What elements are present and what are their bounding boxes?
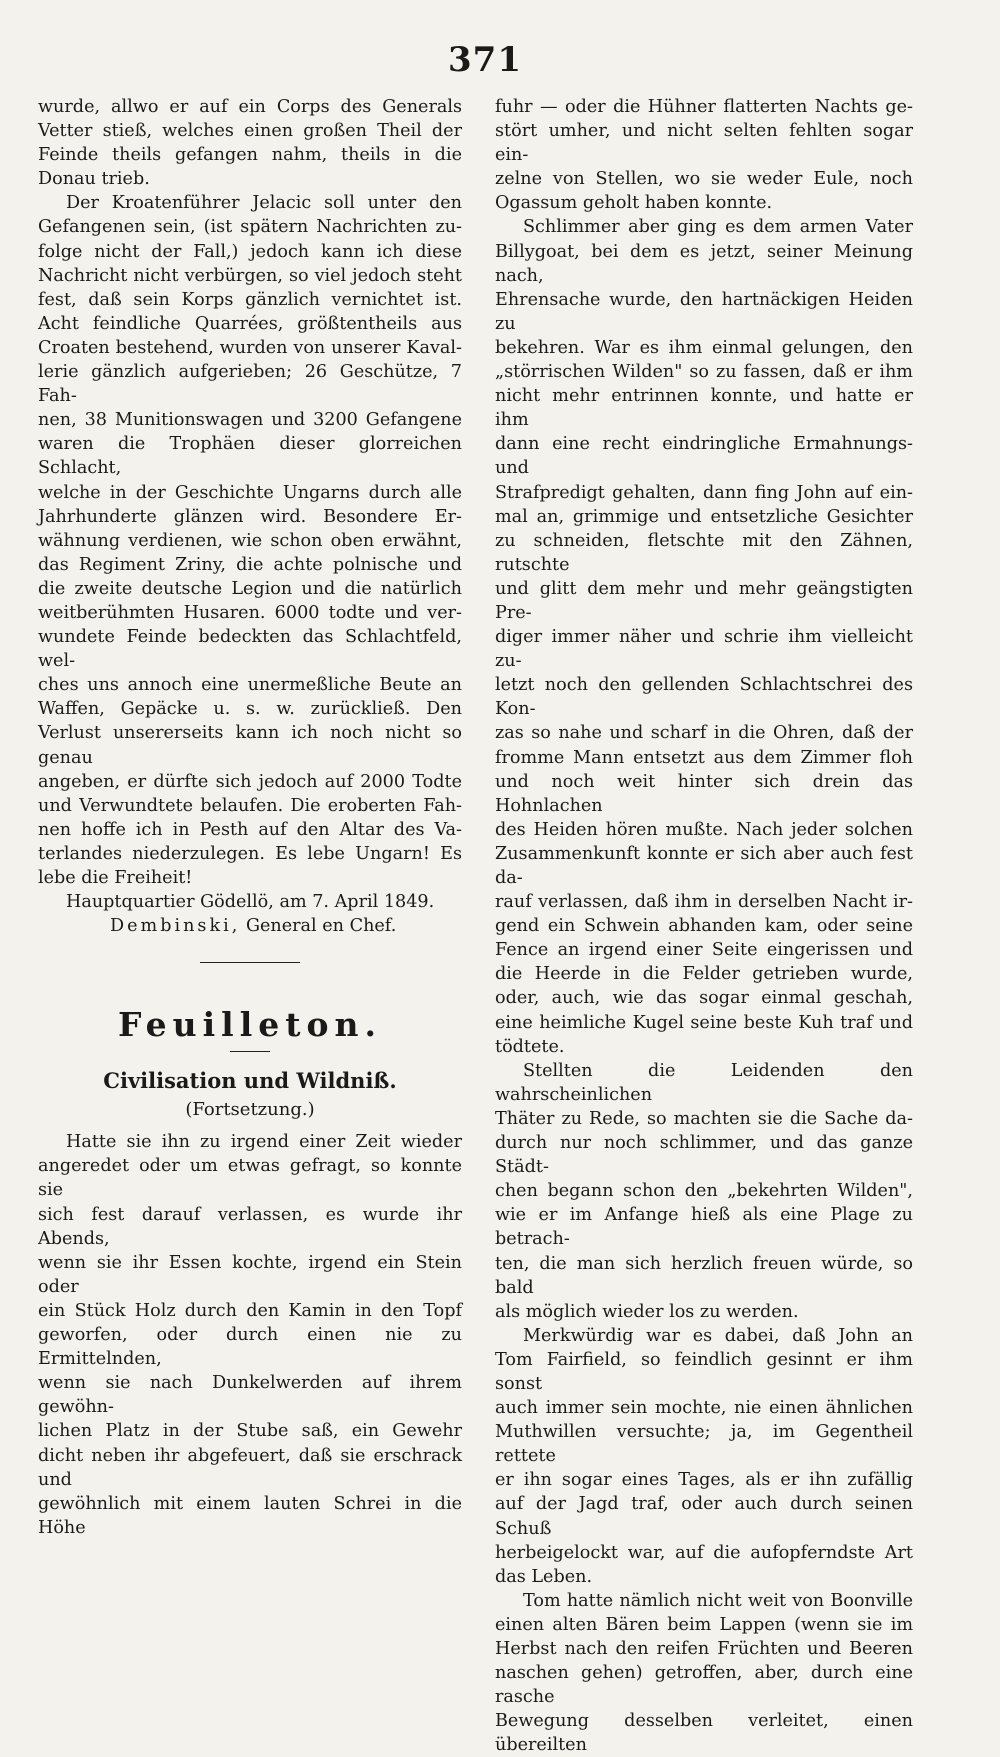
- text-line: geworfen, oder durch einen nie zu Ermittelnden,: [38, 1325, 462, 1370]
- report-continuation: [38, 95, 462, 191]
- text-line: gewöhnlich mit einem lauten Schrei in die Höhe: [38, 1493, 462, 1538]
- text-line: die Heerde in die Felder getrieben wurde,: [495, 964, 913, 985]
- signature: [38, 914, 462, 938]
- right-column: [495, 95, 913, 1757]
- text-line: weitberühmten Husaren. 6000 todte und ver-: [38, 602, 462, 623]
- text-line: dicht neben ihr abgefeuert, daß sie erschrack und: [38, 1445, 462, 1490]
- text-line: Fence an irgend einer Seite eingerissen und: [495, 940, 913, 961]
- page-number: 371: [448, 40, 522, 80]
- text-line: Jahrhunderte glänzen wird. Besondere Er-: [38, 506, 462, 527]
- text-line: chen begann schon den „bekehrten Wilden",: [495, 1181, 913, 1202]
- text-line: zas so nahe und scharf in die Ohren, daß der: [495, 723, 913, 744]
- text-line: und Verwundtete belaufen. Die eroberten Fah-: [38, 795, 462, 816]
- text-line: Nachricht nicht verbürgen, so viel jedoch steht: [38, 265, 462, 286]
- text-line: fest, daß sein Korps gänzlich vernichtet ist.: [38, 289, 462, 310]
- text-line: naschen gehen) getroffen, aber, durch eine rasche: [495, 1663, 913, 1708]
- text-line: folge nicht der Fall,) jedoch kann ich diese: [38, 241, 462, 262]
- text-line: Bewegung desselben verleitet, einen übereilten: [495, 1711, 913, 1756]
- text-line: herbeigelockt war, auf die aufopferndste Art: [495, 1542, 913, 1563]
- text-line: zelne von Stellen, wo sie weder Eule, noch: [495, 169, 913, 190]
- text-line: diger immer näher und schrie ihm vielleicht zu-: [495, 627, 913, 672]
- text-line: Gefangenen sein, (ist spätern Nachrichten zu-: [38, 217, 462, 238]
- text-line: und noch weit hinter sich drein das Hohnlachen: [495, 771, 913, 816]
- text-line: wurde, allwo er auf ein Corps des Generals: [38, 97, 462, 117]
- text-line: angeben, er dürfte sich jedoch auf 2000 Todte: [38, 771, 462, 792]
- text-line: angeredet oder um etwas gefragt, so konnte sie: [38, 1156, 462, 1201]
- text-line: nen, 38 Munitionswagen und 3200 Gefangene: [38, 410, 462, 431]
- text-line: fuhr — oder die Hühner flatterten Nachts ge-: [495, 97, 913, 117]
- text-line: terlandes niederzulegen. Es lebe Ungarn! Es: [38, 843, 462, 864]
- text-line: das Regiment Zriny, die achte polnische und: [38, 554, 462, 575]
- text-line: Vetter stieß, welches einen großen Theil der: [38, 121, 462, 142]
- text-line: lichen Platz in der Stube saß, ein Gewehr: [38, 1421, 462, 1442]
- text-line: Strafpredigt gehalten, dann fing John auf ein-: [495, 482, 913, 503]
- text-line: oder, auch, wie das sogar einmal geschah,: [495, 988, 913, 1009]
- text-line: Verlust unsererseits kann ich noch nicht so genau: [38, 723, 462, 768]
- text-line: wenn sie ihr Essen kochte, irgend ein Stein oder: [38, 1252, 462, 1297]
- article-paragraph: [495, 1324, 913, 1589]
- section-divider: [200, 962, 300, 963]
- text-line: gend ein Schwein abhanden kam, oder seine: [495, 916, 913, 937]
- text-line: nicht mehr entrinnen konnte, und hatte er ihm: [495, 386, 913, 431]
- text-line: stört umher, und nicht selten fehlten sogar ein-: [495, 121, 913, 166]
- text-line: sich fest darauf verlassen, es wurde ihr Abends,: [38, 1204, 462, 1249]
- article-paragraph: [495, 1059, 913, 1324]
- text-line: nen hoffe ich in Pesth auf den Altar des Va-: [38, 819, 462, 840]
- text-line: ches uns annoch eine unermeßliche Beute an: [38, 675, 462, 696]
- text-line: wähnung verdienen, wie schon oben erwähnt,: [38, 530, 462, 551]
- text-line: wenn sie nach Dunkelwerden auf ihrem gewöhn-: [38, 1373, 462, 1418]
- text-line: auf der Jagd traf, oder auch durch seinen Schuß: [495, 1494, 913, 1539]
- text-line: das Leben.: [495, 1566, 593, 1587]
- text-line: einen alten Bären beim Lappen (wenn sie im: [495, 1614, 913, 1635]
- article-paragraph: [495, 215, 913, 1058]
- text-line: dann eine recht eindringliche Ermahnungs- und: [495, 434, 913, 479]
- text-line: Herbst nach den reifen Früchten und Beeren: [495, 1639, 913, 1659]
- signature-title: General en Chef.: [245, 916, 397, 937]
- text-line: Croaten bestehend, wurden von unserer Kaval-: [38, 337, 462, 358]
- text-line: durch nur noch schlimmer, und das ganze Städt-: [495, 1133, 913, 1178]
- text-line: Tom Fairfield, so feindlich gesinnt er ihm sonst: [495, 1349, 913, 1394]
- text-line: waren die Trophäen dieser glorreichen Schlacht,: [38, 434, 462, 479]
- text-line: Waffen, Gepäcke u. s. w. zurückließ. Den: [38, 699, 462, 720]
- article-subtitle: (Fortsetzung.): [185, 1099, 315, 1121]
- text-line: lebe die Freiheit!: [38, 868, 193, 888]
- text-line: mal an, grimmige und entsetzliche Gesichter: [495, 506, 913, 527]
- text-line: Muthwillen versuchte; ja, im Gegentheil rettete: [495, 1422, 913, 1467]
- text-line: als möglich wieder los zu werden.: [495, 1301, 799, 1322]
- text-line: die zweite deutsche Legion und die natürlich: [38, 578, 462, 599]
- heading-divider: [230, 1051, 270, 1052]
- text-line: Acht feindliche Quarrées, größtentheils aus: [38, 313, 462, 334]
- text-line: Zusammenkunft konnte er sich aber auch fest da-: [495, 843, 913, 888]
- report-paragraph: [38, 191, 462, 890]
- article-continuation: [495, 95, 913, 215]
- text-line: Thäter zu Rede, so machten sie die Sache da-: [495, 1108, 913, 1129]
- text-line: eine heimliche Kugel seine beste Kuh traf und: [495, 1012, 913, 1033]
- text-line: Schlimmer aber ging es dem armen Vater: [523, 217, 913, 238]
- text-line: Feinde theils gefangen nahm, theils in die: [38, 145, 462, 166]
- text-line: bekehren. War es ihm einmal gelungen, den: [495, 337, 913, 358]
- text-line: „störrischen Wilden" so zu fassen, daß er ihm: [495, 362, 913, 383]
- text-line: letzt noch den gellenden Schlachtschrei des Kon-: [495, 675, 913, 720]
- text-line: Ehrensache wurde, den hartnäckigen Heiden zu: [495, 289, 913, 334]
- text-line: tödtete.: [495, 1036, 565, 1057]
- article-paragraph: [495, 1589, 913, 1757]
- text-line: auch immer sein mochte, nie einen ähnlichen: [495, 1398, 913, 1419]
- text-line: wie er im Anfange hieß als eine Plage zu betrach-: [495, 1205, 913, 1250]
- dateline: Hauptquartier Gödellö, am 7. April 1849.: [66, 892, 435, 913]
- text-line: welche in der Geschichte Ungarns durch alle: [38, 482, 462, 503]
- text-line: ten, die man sich herzlich freuen würde, so bald: [495, 1253, 913, 1298]
- text-line: er ihn sogar eines Tages, als er ihn zufällig: [495, 1470, 913, 1491]
- text-line: Billygoat, bei dem es jetzt, seiner Meinung nach,: [495, 241, 913, 286]
- text-line: Der Kroatenführer Jelacic soll unter den: [66, 193, 462, 214]
- text-line: fromme Mann entsetzt aus dem Zimmer floh: [495, 747, 913, 768]
- text-line: Ogassum geholt haben konnte.: [495, 193, 773, 214]
- text-line: und glitt dem mehr und mehr geängstigten Pre-: [495, 578, 913, 623]
- text-line: wundete Feinde bedeckten das Schlachtfeld, wel-: [38, 627, 462, 672]
- text-line: zu schneiden, fletschte mit den Zähnen, rutschte: [495, 530, 913, 575]
- text-line: Hatte sie ihn zu irgend einer Zeit wieder: [66, 1132, 462, 1153]
- text-line: ein Stück Holz durch den Kamin in den Topf: [38, 1300, 462, 1321]
- article-title: Civilisation und Wildniß.: [103, 1068, 397, 1094]
- article-paragraph: [38, 1130, 462, 1540]
- feuilleton-heading: Feuilleton.: [118, 1005, 382, 1045]
- text-line: Merkwürdig war es dabei, daß John an: [523, 1325, 913, 1346]
- text-line: Tom hatte nämlich nicht weit von Boonville: [523, 1590, 913, 1611]
- text-line: rauf verlassen, daß ihm in derselben Nacht ir-: [495, 892, 913, 913]
- text-line: lerie gänzlich aufgerieben; 26 Geschütze, 7 Fah-: [38, 362, 462, 407]
- left-column: [38, 95, 462, 1540]
- text-line: Donau trieb.: [38, 169, 150, 190]
- text-line: Stellten die Leidenden den wahrscheinlichen: [495, 1060, 913, 1105]
- signature-name: Dembinski,: [110, 916, 241, 937]
- text-line: des Heiden hören mußte. Nach jeder solchen: [495, 819, 913, 840]
